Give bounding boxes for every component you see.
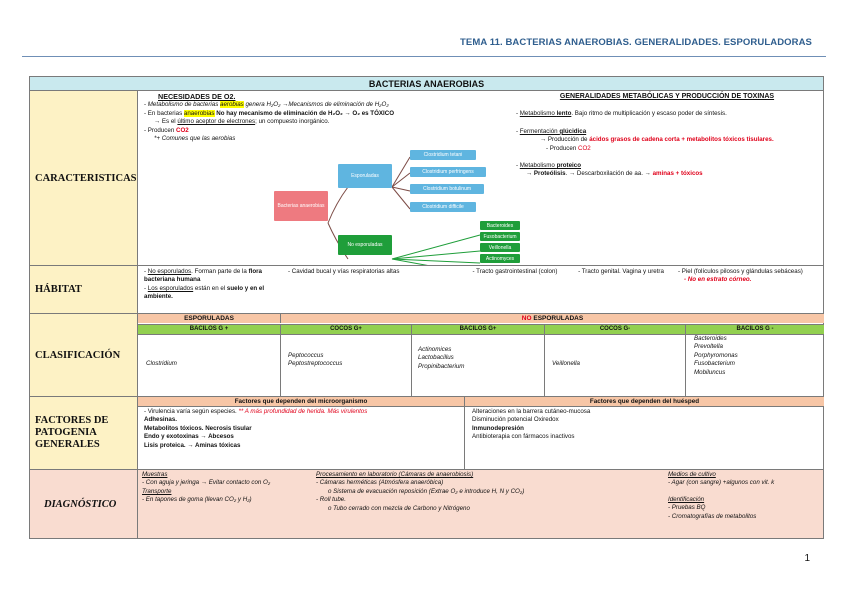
huesped-list: Alteraciones en la barrera cutáneo-mucosa Disminución potencial Oxiredox Inmunodepresión Antibioterapia con fármacos inactivos	[472, 408, 591, 441]
mindmap-fusobacterium: Fusobacterium	[480, 232, 520, 241]
procesamiento-block: Procesamiento en laboratorio (Cámaras de anaerobiosis) - Cámaras herméticas (Atmósfera anaeróbica) o Sistema de evacuación reposición (Extrae O₂ e introduce H, N y CO₂) - Roll tube. o Tubo cerrado con mezcla de Carbono y Nitrógeno	[316, 471, 525, 512]
mindmap-clostridium-botulinum: Clostridium botulinum	[410, 184, 484, 194]
microorganismo-list: - Virulencia varía según especies. ** A más profundidad de herida. Más virulentos Adhesinas. Metabolitos tóxicos. Necrosis tisular Endo y exotoxinas → Abcesos Lisis proteica. → Aminas tóxicas	[144, 408, 368, 449]
clasificacion-content	[138, 314, 824, 397]
esporuladas-header: ESPORULADAS	[138, 314, 281, 323]
col-cocos-gpos: COCOS G+	[330, 326, 362, 332]
generalidades-heading: GENERALIDADES METABÓLICAS Y PRODUCCIÓN DE TOXINAS	[559, 93, 775, 100]
clasificacion-label: CLASIFICACIÓN	[30, 314, 138, 397]
document-header-title: TEMA 11. BACTERIAS ANAEROBIAS. GENERALIDADES. ESPORULADORAS	[460, 37, 812, 48]
mindmap-bacteroides: Bacteroides	[480, 221, 520, 230]
page-number: 1	[804, 553, 810, 564]
genus-list-cocos-gpos: Peptococcus Peptostreptococcus	[288, 352, 343, 368]
mindmap-clostridium-difficile: Clostridium difficile	[410, 202, 476, 212]
necesidades-o2-block: NECESIDADES DE O2. - Metabolismo de bacterias aerobias genera H₂O₂ →Mecanismos de eliminación de H₂O₂ - En bacterias anaerobias No hay mecanismo de eliminación de H₂O₂ → O₂ es TÓXICO → Es el último aceptor de electrones; un compuesto inorgánico. - Producen CO2 *+ Comunes que las aerobias	[144, 93, 504, 143]
diagnostico-label: DIAGNÓSTICO	[30, 470, 138, 539]
summary-table	[29, 76, 824, 539]
habitat-label: HÁBITAT	[30, 266, 138, 314]
muestras-block: Muestras - Con aguja y jeringa → Evitar contacto con O₂ Transporte - En tapones de goma (llevan CO₂ y H₂)	[142, 471, 271, 504]
col-cocos-gneg: COCOS G-	[599, 326, 631, 332]
habitat-content: - No esporulados. Forman parte de la flora bacteriana humana - Los esporulados están en el suelo y en el ambiente. - Cavidad bucal y vías respiratorias altas - Tracto gastrointestinal (colon) - Tracto genital. Vagina y uretra - Piel (folículos pilosos y glándulas sebáceas) - No en estrato córneo.	[138, 266, 824, 314]
no-esporuladas-header: NO ESPORULADAS	[281, 314, 824, 323]
col-bacilos-gpos: BACILOS G+	[459, 326, 497, 332]
caracteristicas-content	[138, 91, 824, 266]
mindmap-esporuladas-node: Esporuladas	[338, 164, 392, 188]
diagnostico-content	[138, 470, 824, 539]
medios-block: Medios de cultivo - Agar (con sangre) +algunos con vit. k Identificación - Pruebas BQ - Cromatografías de metabolitos	[668, 471, 775, 520]
header-divider	[22, 56, 826, 57]
generalidades-block: GENERALIDADES METABÓLICAS Y PRODUCCIÓN DE TOXINAS - Metabolismo lento. Bajo ritmo de multiplicación y escaso poder de síntesis. - Fermentación glúcidica → Producción de ácidos grasos de cadena corta + metabolitos tóxicos tisulares. - Producen CO2 - Metabolismo proteico → Proteólisis. → Descarboxilación de aa. → aminas + tóxicos	[516, 93, 818, 179]
mindmap-connectors	[138, 91, 518, 265]
col-bacilos-gneg: BACILOS G -	[736, 326, 774, 332]
mindmap-actinomyces: Actinomyces	[480, 254, 520, 263]
table-title: BACTERIAS ANAEROBIAS	[30, 77, 824, 91]
microorganismo-header: Factores que dependen del microorganismo	[138, 397, 465, 407]
factores-label: FACTORES DE PATOGENIA GENERALES	[30, 397, 138, 470]
caracteristicas-label: CARACTERISTICAS	[30, 91, 138, 266]
genus-list-bacilos-gpos: Actinomices Lactobacillus Propinibacterium	[418, 346, 465, 370]
mindmap-no-esporuladas-node: No esporuladas	[338, 235, 392, 255]
huesped-header: Factores que dependen del huésped	[465, 397, 824, 407]
mindmap-root-node: Bacterias anaerobias	[274, 191, 328, 221]
factores-content	[138, 397, 824, 470]
genus-clostridium: Clostridium	[146, 360, 177, 367]
genus-list-bacilos-gneg: Bacteroides Prevoltella Porphyromonas Fusobacterium Mobiluncus	[694, 335, 738, 376]
mindmap-clostridium-perfringens: Clostridium perfringens	[410, 167, 486, 177]
col-bacilos-gpos-esp: BACILOS G +	[189, 326, 229, 332]
mindmap-clostridium-tetani: Clostridium tetani	[410, 150, 476, 160]
mindmap-veillonella: Veillonella	[480, 243, 520, 252]
necesidades-heading: NECESIDADES DE O2.	[158, 92, 236, 101]
genus-veillonella: Veillonella	[552, 360, 580, 367]
